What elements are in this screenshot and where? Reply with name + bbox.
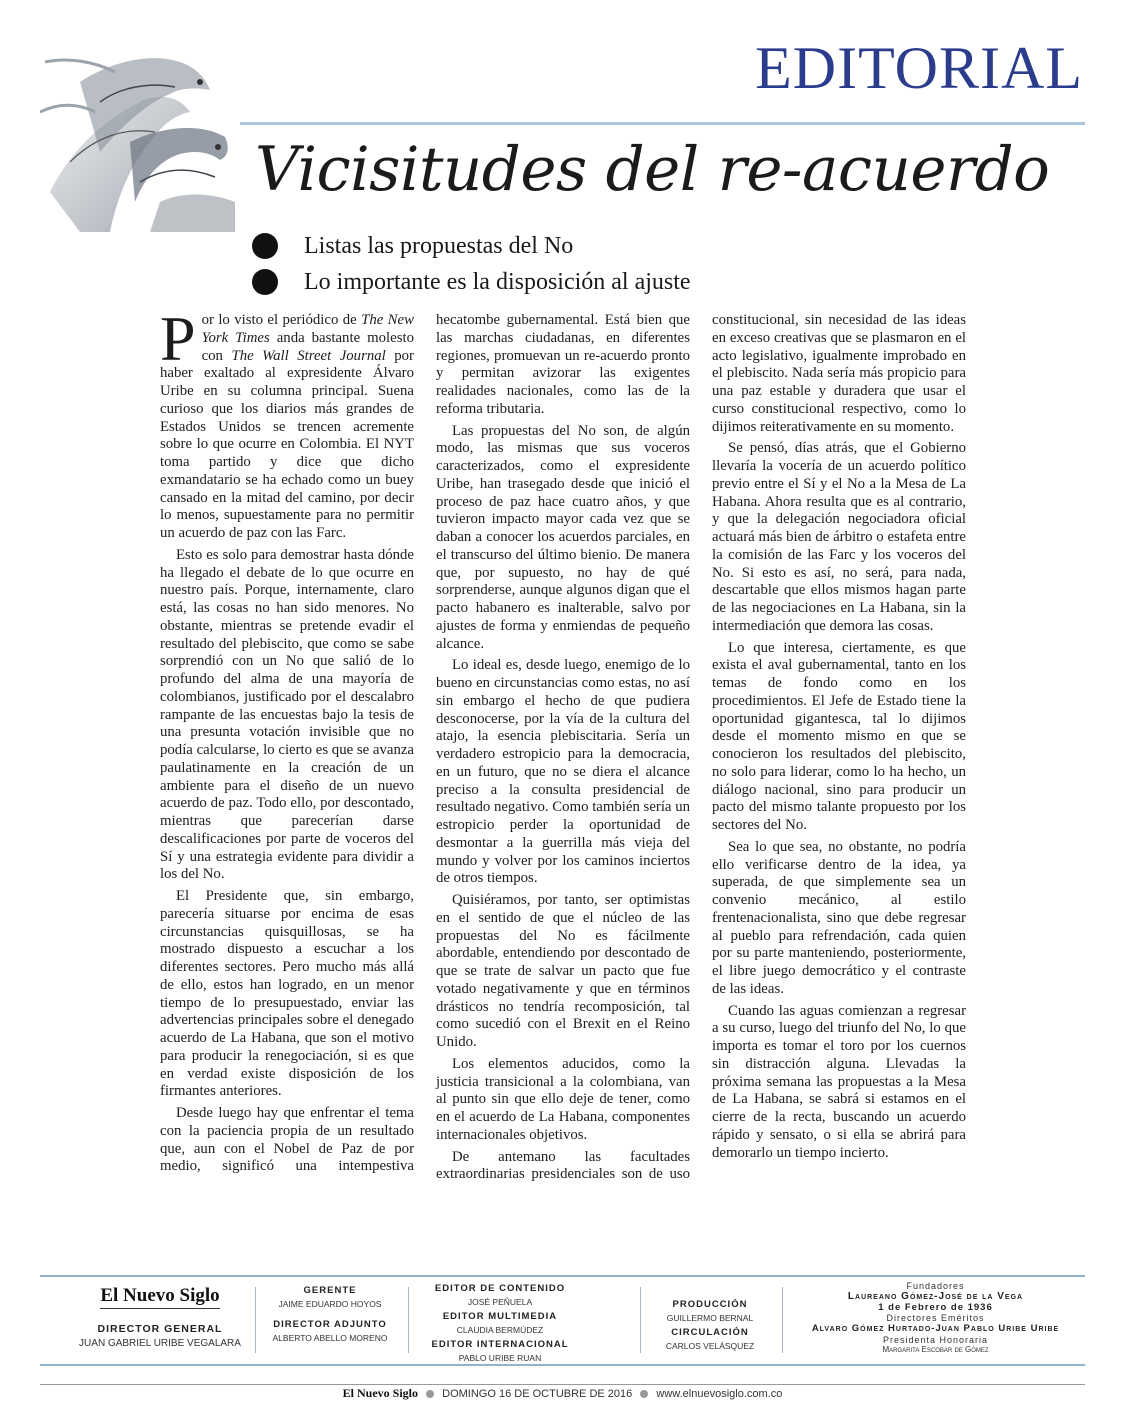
folio-date: DOMINGO 16 DE OCTUBRE DE 2016 bbox=[442, 1388, 633, 1400]
bullet-icon bbox=[252, 269, 278, 295]
subhead-item bbox=[252, 264, 1052, 300]
circulacion-label: CIRCULACIÓN bbox=[671, 1327, 749, 1338]
divider bbox=[782, 1287, 783, 1353]
editors-block bbox=[415, 1283, 585, 1370]
headline: Vicisitudes del re-acuerdo bbox=[255, 134, 1050, 205]
bullet-icon bbox=[252, 233, 278, 259]
paragraph: Lo ideal es, desde luego, enemigo de lo bueno en circunstancias como estas, no así sin embargo el hecho de que pudiera desconocerse, por la vía de la cultura del atajo, la esencia plebiscitaria. Sería un verdadero estropicio para la democracia, en un futuro, que no se diera el alcance preciso a la consulta presidencial de resultado negativo. Como también sería un estropicio perder la oportunidad de desmontar a la guerrilla más vieja del mundo y volver por los caminos inciertos de otros tiempos. bbox=[436, 657, 690, 887]
editor-multimedia: CLAUDIA BERMÚDEZ bbox=[456, 1325, 544, 1335]
masthead-logo-block bbox=[55, 1285, 265, 1356]
fundacion-fecha: 1 de Febrero de 1936 bbox=[878, 1302, 993, 1313]
fundadores-label: Fundadores bbox=[906, 1281, 965, 1291]
paragraph: Quisiéramos, por tanto, ser optimistas en el sentido de que el núcleo de las propuestas del No es fácilmente abordable, entendiendo por descontado de que se trate de salvar un pacto que fue votado negativamente y que en términos drásticos no tendría recomposición, tal como sucedió con el Brexit en el Reino Unido. bbox=[436, 892, 690, 1050]
editor-contenido-label: EDITOR DE CONTENIDO bbox=[434, 1283, 566, 1294]
folio-brand: El Nuevo Siglo bbox=[342, 1386, 419, 1400]
paragraph: Las propuestas del No son, de algún modo, las mismas que sus voceros caracterizados, como el expresidente Uribe, han trasegado desde que inició el proceso de paz hace cuatro años, y que tuvieron impacto mayor cada vez que se daban a conocer los acuerdos parciales, en el transcurso del último bienio. De manera que, por supuesto, no hay de qué sorprenderse, aunque algunos digan que el pacto habanero es inalterable, salvo por ajustes de forma y enmiendas de pequeño alcance. bbox=[436, 422, 690, 652]
management-block bbox=[260, 1285, 400, 1350]
paragraph: Sea lo que sea, no obstante, no podría ello verificarse dentro de la idea, ya superada, de que simplemente sea un convenio mecánico, al estilo frentenacionalista, sino que debe regresar al pueblo para refrendación, cada quien por su parte manteniendo, posteriormente, el libre juego democrático y el contraste de las ideas. bbox=[712, 838, 966, 997]
director-adjunto: ALBERTO ABELLO MORENO bbox=[272, 1333, 388, 1343]
horses-illustration bbox=[40, 42, 240, 232]
folio-url[interactable]: www.elnuevosiglo.com.co bbox=[656, 1388, 783, 1400]
founders-block bbox=[788, 1281, 1083, 1354]
produccion-label: PRODUCCIÓN bbox=[672, 1299, 748, 1310]
paragraph: Cuando las aguas comienzan a regresar a su curso, luego del triunfo del No, lo que importa es tomar el toro por los cuernos sin distracción alguna. Llevadas la próxima semana las propuestas a la Mesa de La Habana, se sabrá si estamos en el cierre de la recta, buscando un acuerdo rápido y sensato, o si ella se abrirá para demorarlo un tiempo incierto. bbox=[712, 1002, 966, 1161]
director-general: JUAN GABRIEL URIBE VEGALARA bbox=[79, 1338, 241, 1349]
director-adjunto-label: DIRECTOR ADJUNTO bbox=[273, 1319, 387, 1330]
bottom-rule bbox=[40, 1384, 1085, 1385]
presidenta-label: Presidenta Honoraria bbox=[882, 1335, 989, 1345]
paragraph: Esto es solo para demostrar hasta dónde ha llegado el debate de lo que ocurre en nuestro país. Porque, internamente, claro está, las cosas no han sido menores. No obstante, mientras se pretende evadir el resultado del plebiscito, que como se sabe sorprendió con un No que salió de lo profundo del alma de una mayoría de colombianos, justificado por el descalabro rampante de las encuestas bajo la tesis de una presunta votación invisible que no podía calcularse, lo cierto es que se avanza paulatinamente en la creación de un ambiente para el diseño de un nuevo acuerdo de paz. Todo ello, por descontado, mientras que parecerían darse descalificaciones por parte de voceros del Sí y una estrategia evidente para dividir a los del No. bbox=[160, 546, 414, 883]
masthead-footer bbox=[40, 1275, 1085, 1366]
director-general-label: DIRECTOR GENERAL bbox=[97, 1323, 223, 1335]
gerente-label: GERENTE bbox=[303, 1285, 357, 1296]
folio-bar bbox=[0, 1386, 1125, 1401]
paragraph: Lo que interesa, ciertamente, es que exista el aval gubernamental, tanto en los temas de fondo como en los procedimientos. El Jefe de Estado tiene la oportunidad gigantesca, tal lo dijimos desde el momento mismo en que se conocieron los resultados del plebiscito, no solo para liderar, como lo ha hecho, un diálogo nacional, sino para producir un pacto del mismo talante propuesto por los sectores del No. bbox=[712, 639, 966, 833]
section-rule bbox=[240, 122, 1085, 125]
presidenta: Margarita Escobar de Gómez bbox=[882, 1345, 989, 1354]
fundadores: Laureano Gómez-José de la Vega bbox=[847, 1291, 1024, 1302]
article-body bbox=[160, 303, 966, 1258]
emeritos: Alvaro Gómez Hurtado-Juan Pablo Uribe Uribe bbox=[811, 1323, 1060, 1334]
emeritos-label: Directores Eméritos bbox=[886, 1313, 985, 1323]
masthead-logo: El Nuevo Siglo bbox=[100, 1285, 219, 1309]
separator-dot-icon bbox=[426, 1390, 434, 1398]
drop-cap: P bbox=[160, 303, 196, 374]
editor-contenido: JOSÉ PEÑUELA bbox=[467, 1297, 533, 1307]
paragraph: El Presidente que, sin embargo, parecería situarse por encima de esas circunstancias quisquillosas, se ha mostrado dispuesto a escuchar a los diferentes sectores. Pero mucho más allá de ello, estos han logrado, en un menor tiempo de lo presupuestado, enviar las advertencias principales sobre el denegado acuerdo de La Habana, que son el motivo para producir la renegociación, si es que en verdad existe disposición de los firmantes anteriores. bbox=[160, 888, 414, 1100]
subhead-item bbox=[252, 228, 1052, 264]
circulacion: CARLOS VELÁSQUEZ bbox=[665, 1341, 755, 1351]
divider bbox=[408, 1287, 409, 1353]
subhead-text: Listas las propuestas del No bbox=[304, 232, 574, 259]
produccion: GUILLERMO BERNAL bbox=[666, 1313, 754, 1323]
paragraph: Por lo visto el periódico de The New York Times anda bastante molesto con The Wall Street Journal por haber exaltado al expresidente Álvaro Uribe en su columna principal. Suena curioso que los diarios más grandes de Estados Unidos se trencen acremente sobre lo que ocurre en Colombia. El NYT toma partido y dice que dicho exmandatario se ha echado como un buey cansado en la mitad del camino, por decir lo menos, supuestamente para no permitir un acuerdo de paz con las Farc. bbox=[160, 303, 414, 541]
subheads bbox=[252, 228, 1052, 300]
divider bbox=[255, 1287, 256, 1353]
divider bbox=[640, 1287, 641, 1353]
production-block bbox=[645, 1299, 775, 1358]
editor-internacional: PABLO URIBE RUAN bbox=[458, 1353, 542, 1363]
paragraph: Se pensó, días atrás, que el Gobierno llevaría la vocería de un acuerdo político previo entre el Sí y el No a la Mesa de La Habana. Ahora resulta que es al contrario, y que la delegación negociadora oficial actuará más bien de árbitro o estafeta entre la comisión de las Farc y los voceros del No. Si esto es así, no será, para nada, descartable que ellos mismos hagan parte de las negociaciones en La Habana, sin la intermediación que demora las cosas. bbox=[712, 440, 966, 634]
gerente: JAIME EDUARDO HOYOS bbox=[278, 1299, 382, 1309]
paragraph: Desde luego hay que enfrentar el tema con la paciencia propia de un resultado que, aun con el Nobel de Paz de por medio, significó una intempestiva hecatombe gubernamental. Está bien que las marchas ciudadanas, en diferentes regiones, promuevan un re-acuerdo pronto y permitan avizorar las exigentes realidades nacionales, como las de la reforma tributaria. bbox=[160, 312, 690, 1175]
separator-dot-icon bbox=[640, 1390, 648, 1398]
paragraph: Los elementos aducidos, como la justicia transicional a la colombiana, van al punto sin que ello deje de tener, como en el acuerdo de La Habana, componentes internacionales objetivos. bbox=[436, 1055, 690, 1143]
editor-multimedia-label: EDITOR MULTIMEDIA bbox=[442, 1311, 558, 1322]
paragraph: De antemano las facultades extraordinarias presidenciales son de uso constitucional, sin necesidad de las ideas en exceso creativas que se plasmaron en el acto legislativo, igualmente improbado en el plebiscito. Nada sería más propicio para una paz estable y duradera que usar el curso constitucional respectivo, como lo dijimos reiterativamente en su momento. bbox=[436, 312, 966, 1183]
editor-internacional-label: EDITOR INTERNACIONAL bbox=[431, 1339, 569, 1350]
subhead-text: Lo importante es la disposición al ajuste bbox=[304, 268, 691, 295]
section-label: EDITORIAL bbox=[755, 35, 1083, 101]
